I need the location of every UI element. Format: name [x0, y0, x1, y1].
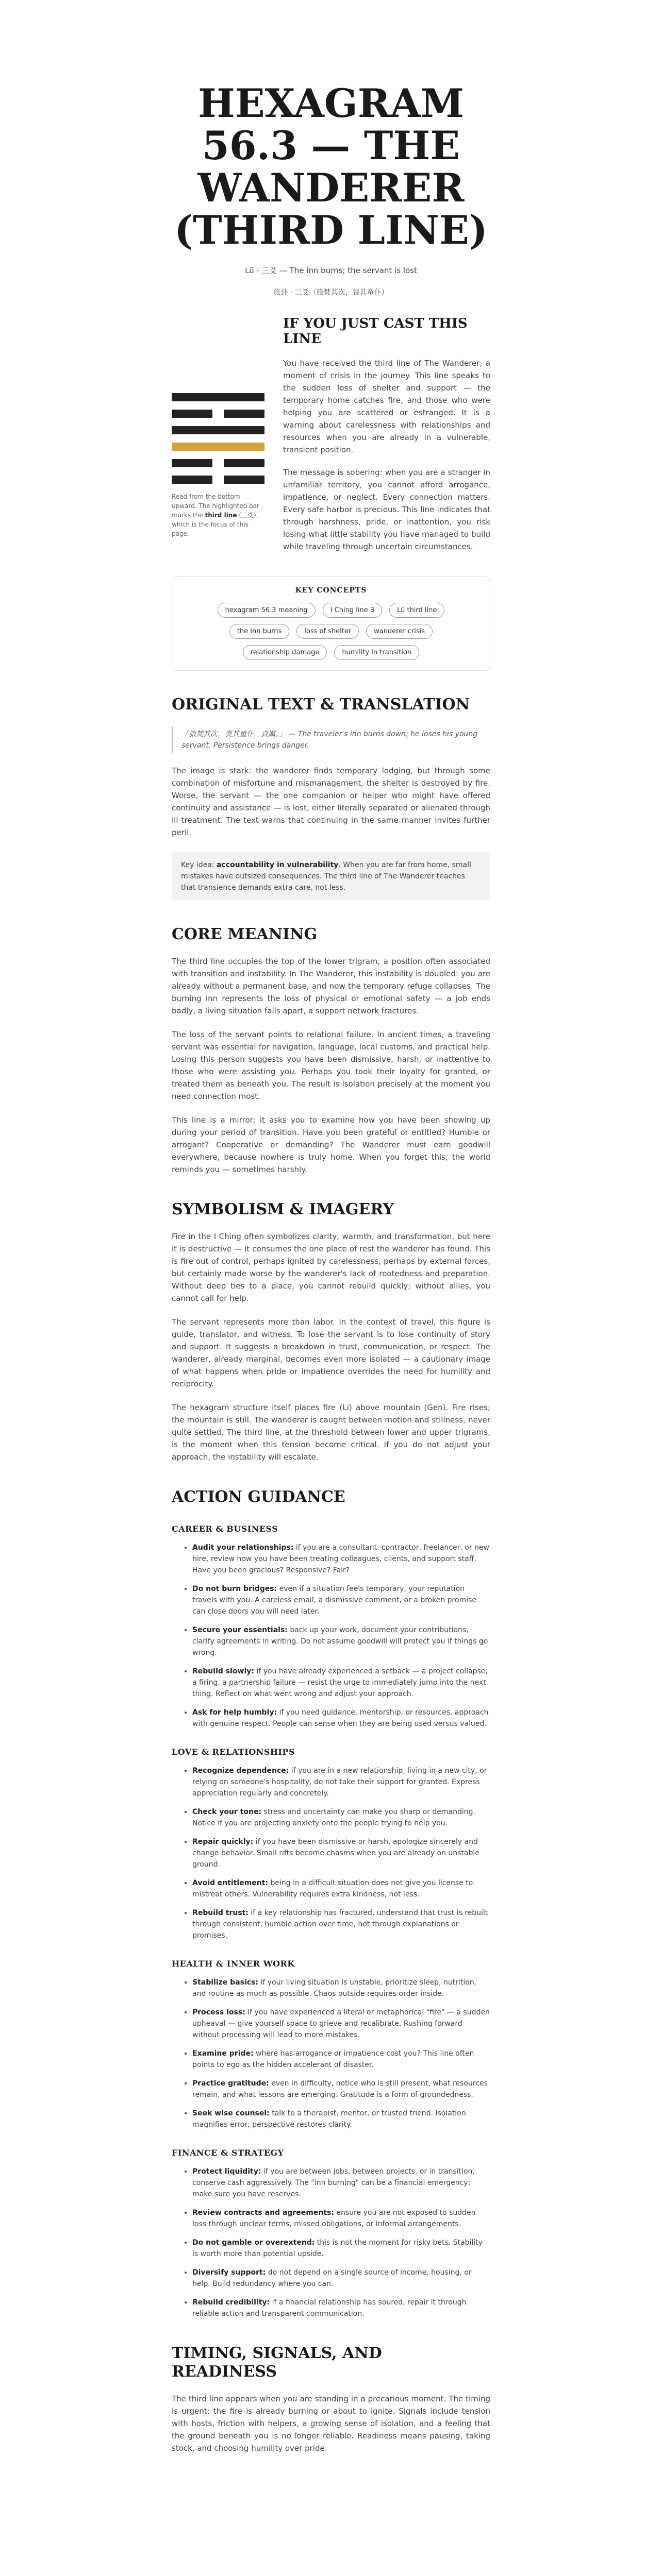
- intro-heading: IF YOU JUST CAST THIS LINE: [283, 316, 468, 347]
- guidance-item: • Rebuild slowly: if you have already experienced a setback — a project collapse, a firing, a partnership failure — resist the urge to immediately jump into the next thing. Reflect on what went wrong and adjust your approach.: [192, 1666, 490, 1700]
- concept-chips: [183, 603, 479, 660]
- guidance-list: [172, 1765, 490, 1941]
- concept-chip[interactable]: hexagram 56.3 meaning: [218, 603, 316, 618]
- guidance-item: • Examine pride: where has arrogance or impatience cost you? This line often points to ego as the hidden accelerant of disaster.: [192, 2048, 490, 2071]
- symbolism-paragraph: The hexagram structure itself places fire (Li) above mountain (Gen). Fire rises; the mountain is still. The wanderer is caught between motion and stillness, never quite settled. The third line, at the threshold between lower and upper trigrams, is the moment when this tension become critical. If you do not adjust your approach, the instability will escalate.: [172, 1403, 490, 1462]
- guidance-item: • Repair quickly: if you have been dismissive or harsh, apologize sincerely and change behavior. Small rifts become chasms when you are already on unstable ground.: [192, 1836, 490, 1870]
- guidance-subheading: CAREER & BUSINESS: [172, 1524, 278, 1534]
- concept-chip[interactable]: humility in transition: [334, 645, 419, 660]
- page-title: HEXAGRAM 56.3 — THE WANDERER (THIRD LINE): [174, 80, 488, 253]
- guidance-item: • Practice gratitude: even in difficulty, notice who is still present, what resources remain, and what lessons are emerging. Gratitude is a form of groundedness.: [192, 2078, 490, 2100]
- core-paragraph: The loss of the servant points to relational failure. In ancient times, a traveling servant was essential for navigation, language, local customs, and practical help. Losing this person suggests you have been dismissive, harsh, or inattentive to those who were assisting you. Perhaps you took their loyalty for granted, or treated them as beneath you. The result is isolation precisely at the moment you need connection most.: [172, 1030, 490, 1101]
- concept-chip[interactable]: loss of shelter: [296, 624, 359, 639]
- hexagram-line-1: [172, 476, 264, 484]
- action-guidance-groups: [172, 1524, 490, 2319]
- guidance-item: • Rebuild credibility: if a financial relationship has soured, repair it through reliable action and transparent communication.: [192, 2297, 490, 2319]
- core-meaning-heading: CORE MEANING: [172, 925, 318, 943]
- hexagram-line-4: [172, 426, 264, 434]
- original-quote: 「旅焚其次，喪其童仆，貞厲。」 — The traveler's inn burns down; he loses his young servant. Persistence brings danger.: [172, 726, 490, 753]
- guidance-item: • Diversify support: do not depend on a single source of income, housing, or help. Build redundancy where you can.: [192, 2267, 490, 2290]
- guidance-item: • Protect liquidity: if you are between jobs, between projects, or in transition, conserve cash aggressively. The "inn burning" can be a financial emergency; make sure you have reserves.: [192, 2166, 490, 2200]
- guidance-item: • Check your tone: stress and uncertainty can make you sharp or demanding. Notice if you are projecting anxiety onto the people trying to help you.: [192, 1806, 490, 1829]
- guidance-subheading: HEALTH & INNER WORK: [172, 1959, 295, 1969]
- guidance-list: [172, 2166, 490, 2319]
- symbolism-paragraph: Fire in the I Ching often symbolizes clarity, warmth, and transformation, but here it is destructive — it consumes the one place of rest the wanderer has found. This is fire out of control, perhaps ignited by carelessness, perhaps by external forces, but certainly made worse by the wanderer's lack of rootedness and preparation. Without deep ties to a place, you cannot rebuild quickly; without allies, you cannot call for help.: [172, 1232, 490, 1303]
- concept-chip[interactable]: relationship damage: [243, 645, 327, 660]
- guidance-item: • Do not burn bridges: even if a situation feels temporary, your reputation travels with you. A careless email, a dismissive comment, or a broken promise can close doors you will need later.: [192, 1583, 490, 1617]
- core-paragraph: The third line occupies the top of the lower trigram, a position often associated with transition and instability. In The Wanderer, this instability is doubled: you are already without a permanent base, and now the temporary refuge collapses. The burning inn represents the loss of physical or emotional safety — a job ends badly, a living situation falls apart, a support network fractures.: [172, 957, 490, 1015]
- guidance-item: • Do not gamble or overextend: this is not the moment for risky bets. Stability is worth more than potential upside.: [192, 2237, 490, 2260]
- guidance-list: [172, 1542, 490, 1730]
- guidance-subheading: LOVE & RELATIONSHIPS: [172, 1747, 295, 1757]
- symbolism-paragraph: The servant represents more than labor. In the context of travel, this figure is guide, translator, and witness. To lose the servant is to lose continuity of story and support. It suggests a breakdown in trust, communication, or respect. The wanderer, already marginal, becomes even more isolated — a cautionary image of what happens when pride or impatience overrides the need for humility and reciprocity.: [172, 1317, 490, 1388]
- hexagram-caption: Read from the bottom upward. The highlighted bar marks the third line (三爻), which is the focus of this page.: [172, 493, 259, 537]
- guidance-item: • Rebuild trust: if a key relationship has fractured, understand that trust is rebuilt through consistent, humble action over time, not through explanations or promises.: [192, 1907, 490, 1941]
- page-subtitle: Lü · 三爻 — The inn burns; the servant is lost: [245, 266, 417, 275]
- key-concepts-box: [172, 577, 490, 671]
- concept-chip[interactable]: the inn burns: [229, 624, 289, 639]
- guidance-item: • Review contracts and agreements: ensure you are not exposed to sudden loss through unclear terms, missed obligations, or informal arrangements.: [192, 2207, 490, 2230]
- original-paragraph: The image is stark: the wanderer finds temporary lodging, but through some combination of misfortune and mismanagement, the shelter is destroyed by fire. Worse, the servant — the one companion or helper who might have offered continuity and assistance — is lost, either literally separated or alienated through ill treatment. The text warns that continuing in the same manner invites further peril.: [172, 766, 490, 837]
- hexagram-line-3-highlighted: [172, 443, 264, 451]
- hexagram-line-5: [172, 410, 264, 418]
- concept-chip[interactable]: I Ching line 3: [323, 603, 382, 618]
- key-concepts-heading: KEY CONCEPTS: [295, 586, 367, 595]
- guidance-item: • Seek wise counsel: talk to a therapist, mentor, or trusted friend. Isolation magnifies error; perspective restores clarity.: [192, 2108, 490, 2130]
- action-guidance-heading: ACTION GUIDANCE: [172, 1488, 345, 1506]
- guidance-item: • Stabilize basics: if your living situation is unstable, prioritize sleep, nutrition, and routine as much as possible. Chaos outside requires order inside.: [192, 1977, 490, 1999]
- timing-paragraph: The third line appears when you are standing in a precarious moment. The timing is urgent: the fire is already burning or about to ignite. Signals include tension with hosts, friction with helpers, a growing sense of isolation, and a feeling that the ground beneath you is no longer reliable. Readiness means pausing, taking stock, and choosing humility over pride.: [172, 2394, 490, 2453]
- concept-chip[interactable]: Lü third line: [389, 603, 444, 618]
- hexagram-figure: [172, 316, 264, 553]
- symbolism-heading: SYMBOLISM & IMAGERY: [172, 1200, 394, 1218]
- page-subtitle-chinese: 旅卦 · 三爻（旅焚其次，喪其童仆）: [273, 289, 389, 297]
- hexagram-line-6: [172, 393, 264, 401]
- guidance-item: • Secure your essentials: back up your work, document your contributions, clarify agreements in writing. Do not assume goodwill will protect you if things go wrong.: [192, 1624, 490, 1658]
- intro-paragraph: The message is sobering: when you are a stranger in unfamiliar territory, you cannot afford arrogance, impatience, or neglect. Every connection matters. Every safe harbor is precious. This line indicates that through harshness, pride, or inattention, you risk losing what little stability you have managed to build while traveling through uncertain circumstances.: [283, 468, 490, 551]
- guidance-item: • Recognize dependence: if you are in a new relationship, living in a new city, or relying on someone's hospitality, do not take their support for granted. Express appreciation regularly and concretely.: [192, 1765, 490, 1799]
- intro-text: [283, 316, 490, 553]
- guidance-item: • Ask for help humbly: if you need guidance, mentorship, or resources, approach with genuine respect. People can sense when they are being used versus valued.: [192, 1707, 490, 1730]
- guidance-list: [172, 1977, 490, 2130]
- key-idea-box: Key idea: accountability in vulnerability. When you are far from home, small mistakes have outsized consequences. The third line of The Wanderer teaches that transience demands extra care, not less.: [172, 852, 490, 901]
- timing-heading: TIMING, SIGNALS, AND READINESS: [172, 2344, 382, 2381]
- core-paragraph: This line is a mirror: it asks you to examine how you have been showing up during your period of transition. Have you been grateful or entitled? Humble or arrogant? Cooperative or demanding? The Wanderer must earn goodwill everywhere, because nowhere is truly home. When you forget this, the world reminds you — sometimes harshly.: [172, 1115, 490, 1174]
- guidance-item: • Audit your relationships: if you are a consultant, contractor, freelancer, or new hire, review how you have been treating colleagues, clients, and support staff. Have you been gracious? Responsive? Fair?: [192, 1542, 490, 1576]
- guidance-subheading: FINANCE & STRATEGY: [172, 2148, 284, 2158]
- guidance-item: • Process loss: if you have experienced a literal or metaphorical "fire" — a sudden upheaval — give yourself space to grieve and recalibrate. Rushing forward without processing will lead to more mistakes.: [192, 2007, 490, 2041]
- article: [172, 0, 490, 2454]
- concept-chip[interactable]: wanderer crisis: [366, 624, 433, 639]
- guidance-item: • Avoid entitlement: being in a difficult situation does not give you license to mistreat others. Vulnerability requires extra kindness, not less.: [192, 1877, 490, 1900]
- intro-paragraph: You have received the third line of The Wanderer, a moment of crisis in the journey. This line speaks to the sudden loss of shelter and support — the temporary home catches fire, and those who were helping you are scattered or estranged. It is a warning about carelessness with relationships and resources when you are already in a vulnerable, transient position.: [283, 359, 490, 454]
- original-text-heading: ORIGINAL TEXT & TRANSLATION: [172, 696, 470, 714]
- hero-section: [172, 316, 490, 553]
- hexagram-line-2: [172, 459, 264, 467]
